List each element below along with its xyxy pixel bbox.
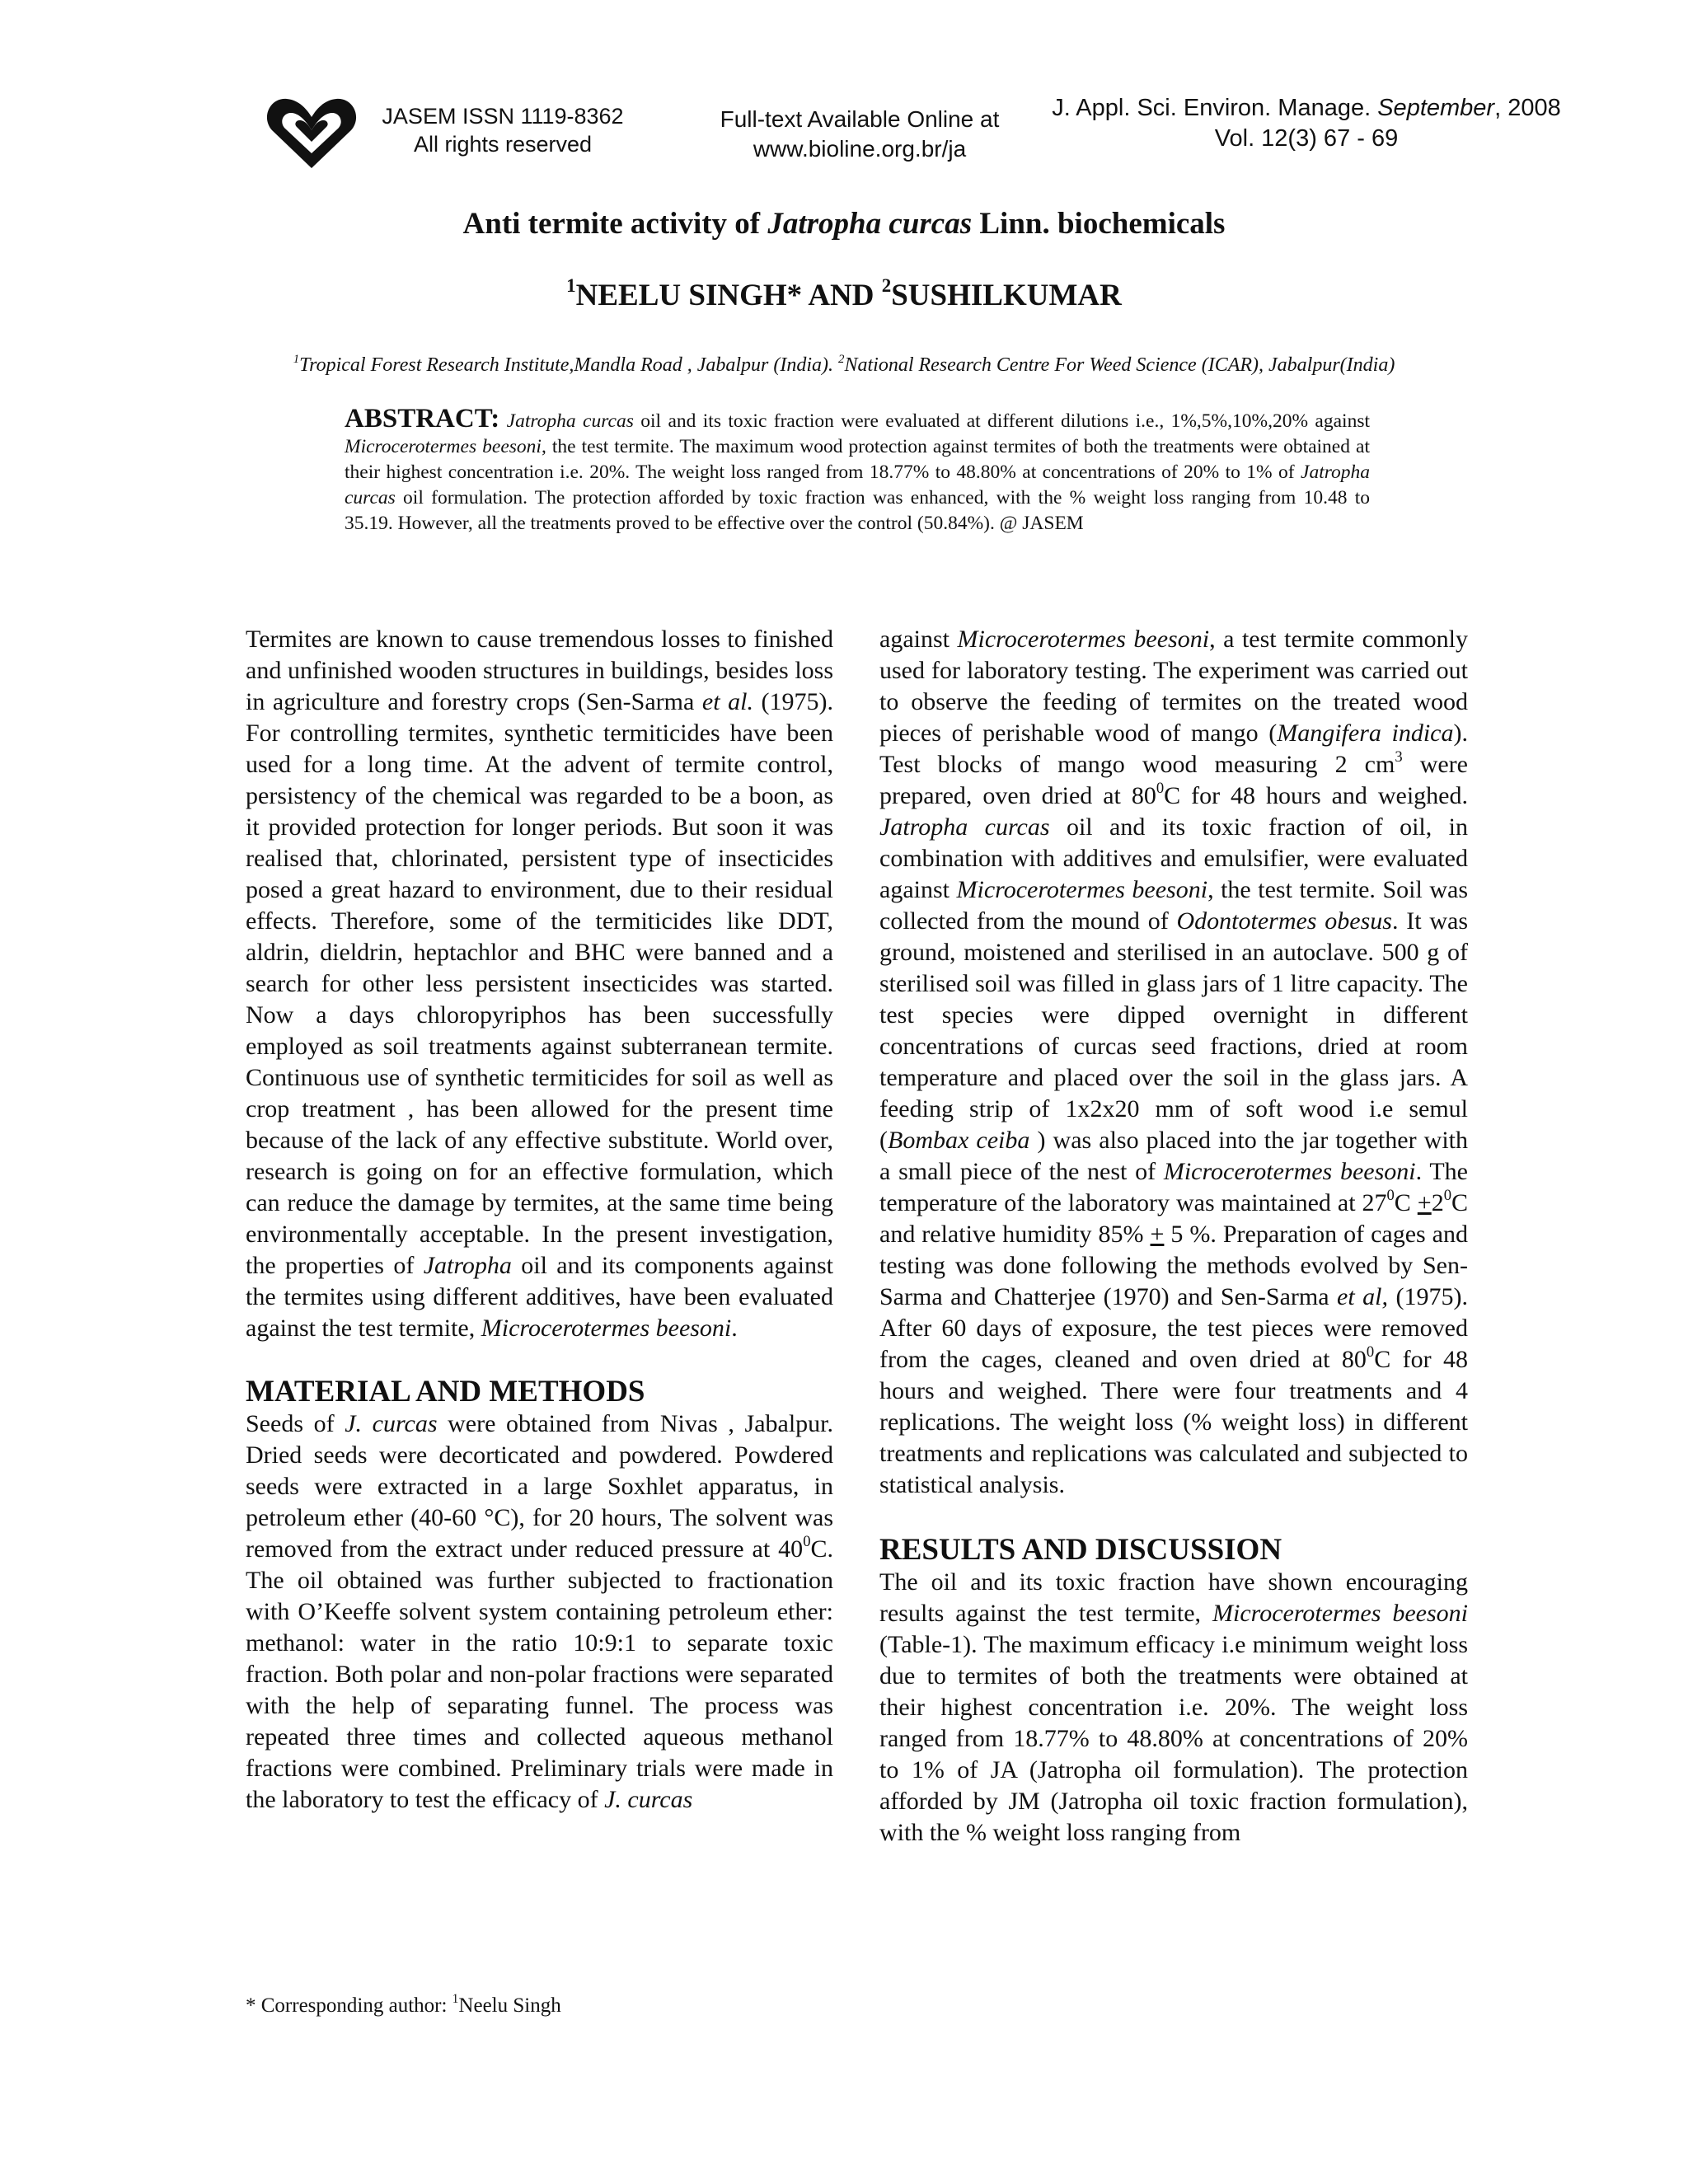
journal-url[interactable]: www.bioline.org.br/ja [753, 136, 967, 162]
results-paragraph: The oil and its toxic fraction have shown encouraging results against the test termite, Microcerotermes beesoni (Table-1). The maximum efficacy i.e minimum weight loss due to termites of both the treatments were obtained at their highest concentration i.e. 20%. The weight loss ranged from 18.77% to 48.80% at concentrations of 20% to 1% of JA (Jatropha oil formulation). The protection afforded by JM (Jatropha oil toxic fraction formulation), with the % weight loss ranging from [879, 1568, 1468, 1846]
citation-year: , 2008 [1494, 95, 1561, 121]
author-list: $^1$NEELU SINGH* AND $^2$SUSHILKUMAR [566, 275, 1122, 312]
intro-paragraph: Termites are known to cause tremendous losses to finished and unfinished wooden structures in buildings, besides loss in agriculture and forestry crops (Sen-Sarma et al. (1975). For controlling termites, synthetic termiticides have been used for a long time. At the advent of termite control, persistency of the chemical was regarded to be a boon, as it provided protection for longer periods. But soon it was realised that, chlorinated, persistent type of insecticides posed a great hazard to environment, due to their residual effects. Therefore, some of the termiticides like DDT, aldrin, dieldrin, heptachlor and BHC were banned and a search for other less persistent insecticides was started. Now a days chloropyriphos has been successfully employed as soil treatments against subterranean termite. Continuous use of synthetic termiticides for soil as well as crop treatment , has been allowed for the present time because of the lack of any effective substitute. World over, research is going on for an effective formulation, which can reduce the damage by termites, at the same time being environmentally acceptable. In the present investigation, the properties of Jatropha oil and its components against the termites using different additives, have been evaluated against the test termite, Microcerotermes beesoni. [246, 626, 833, 1342]
methods-paragraph: Seeds of J. curcas were obtained from Nivas , Jabalpur. Dried seeds were decorticated and powdered. Powdered seeds were extracted in a large Soxhlet apparatus, in petroleum ether (40-60 °C), for 20 hours, The solvent was removed from the extract under reduced pressure at $40^0C$. The oil obtained was further subjected to fractionation with O’Keeffe solvent system containing petroleum ether: methanol: water in the ratio 10:9:1 to separate toxic fraction. Both polar and non-polar fractions were separated with the help of separating funnel. The process was repeated three times and collected aqueous methanol fractions were combined. Preliminary trials were made in the laboratory to test the efficacy of J. curcas [246, 1410, 834, 1813]
jasem-logo-icon [265, 92, 358, 171]
rights-notice: All rights reserved [413, 132, 593, 157]
journal-issn: JASEM ISSN 1119-8362 [382, 104, 624, 129]
title-species: Jatropha curcas [767, 207, 973, 241]
section-heading-methods: MATERIAL AND METHODS [246, 1375, 645, 1408]
methods-paragraph-continued: against Microcerotermes beesoni, a test termite commonly used for laboratory testing. The experiment was carried out to observe the feeding of termites on the treated wood pieces of perishable wood of mango (Mangifera indica). Test blocks of mango wood measuring 2 $cm^3$ were prepared, oven dried at $80^0C$ for 48 hours and weighed. Jatropha curcas oil and its toxic fraction of oil, in combination with additives and emulsifier, were evaluated against Microcerotermes beesoni, the test termite. Soil was collected from the mound of Odontotermes obesus. It was ground, moistened and sterilised in an autoclave. 500 g of sterilised soil was filled in glass jars of 1 litre capacity. The test species were dipped overnight in different concentrations of curcas seed fractions, dried at room temperature and placed over the soil in the glass jars. A feeding strip of 1x2x20 mm of soft wood i.e semul (Bombax ceiba ) was also placed into the jar together with a small piece of the nest of Microcerotermes beesoni. The temperature of the laboratory was maintained at $27^0C +2^0C$ and relative humidity 85% + 5 %. Preparation of cages and testing was done following the methods evolved by Sen-Sarma and Chatterjee (1970) and Sen-Sarma et al, (1975). After 60 days of exposure, the test pieces were removed from the cages, cleaned and oven dried at $80^0C$ for 48 hours and weighed. There were four treatments and 4 replications. The weight loss (% weight loss) in different treatments and replications was calculated and subjected to statistical analysis. [879, 626, 1469, 1498]
availability-notice [707, 105, 1012, 164]
citation-month: September [1377, 95, 1495, 121]
right-column [879, 624, 1468, 1849]
author-2: SUSHILKUMAR [891, 279, 1122, 312]
availability-text: Full-text Available Online at [720, 106, 1000, 132]
corresponding-author-footnote: * Corresponding author: $^1$Neelu Singh [246, 1992, 561, 2017]
author-1: NEELU SINGH* AND [575, 279, 882, 312]
affiliations: $^1$Tropical Forest Research Institute,Mandla Road , Jabalpur (India). $^2$National Research Centre For Weed Science (ICAR), Jabalpur(India) [293, 352, 1395, 376]
journal-identifier [371, 102, 635, 158]
affiliation-2: National Research Centre For Weed Science (ICAR), Jabalpur(India) [844, 354, 1395, 376]
paper-title: Anti termite activity of Jatropha curcas Linn. biochemicals [462, 207, 1226, 241]
left-column [246, 624, 833, 1816]
section-heading-results: RESULTS AND DISCUSSION [879, 1533, 1282, 1567]
abstract: ABSTRACT: Jatropha curcas oil and its toxic fraction were evaluated at different dilutions i.e., 1%,5%,10%,20% against Microcerotermes beesoni, the test termite. The maximum wood protection against termites of both the treatments were obtained at their highest concentration i.e. 20%. The weight loss ranged from 18.77% to 48.80% at concentrations of 20% to 1% of Jatropha curcas oil formulation. The protection afforded by toxic fraction was enhanced, with the % weight loss ranging from 10.48 to 35.19. However, all the treatments proved to be effective over the control (50.84%). @ JASEM [345, 404, 1371, 534]
citation-volume: Vol. 12(3) 67 - 69 [1214, 125, 1399, 152]
affiliation-1: Tropical Forest Research Institute,Mandla Road , Jabalpur (India). [299, 354, 839, 376]
journal-citation [1026, 93, 1587, 154]
abstract-label: ABSTRACT: [345, 404, 500, 434]
citation-journal: J. Appl. Sci. Environ. Manage. [1052, 95, 1372, 121]
